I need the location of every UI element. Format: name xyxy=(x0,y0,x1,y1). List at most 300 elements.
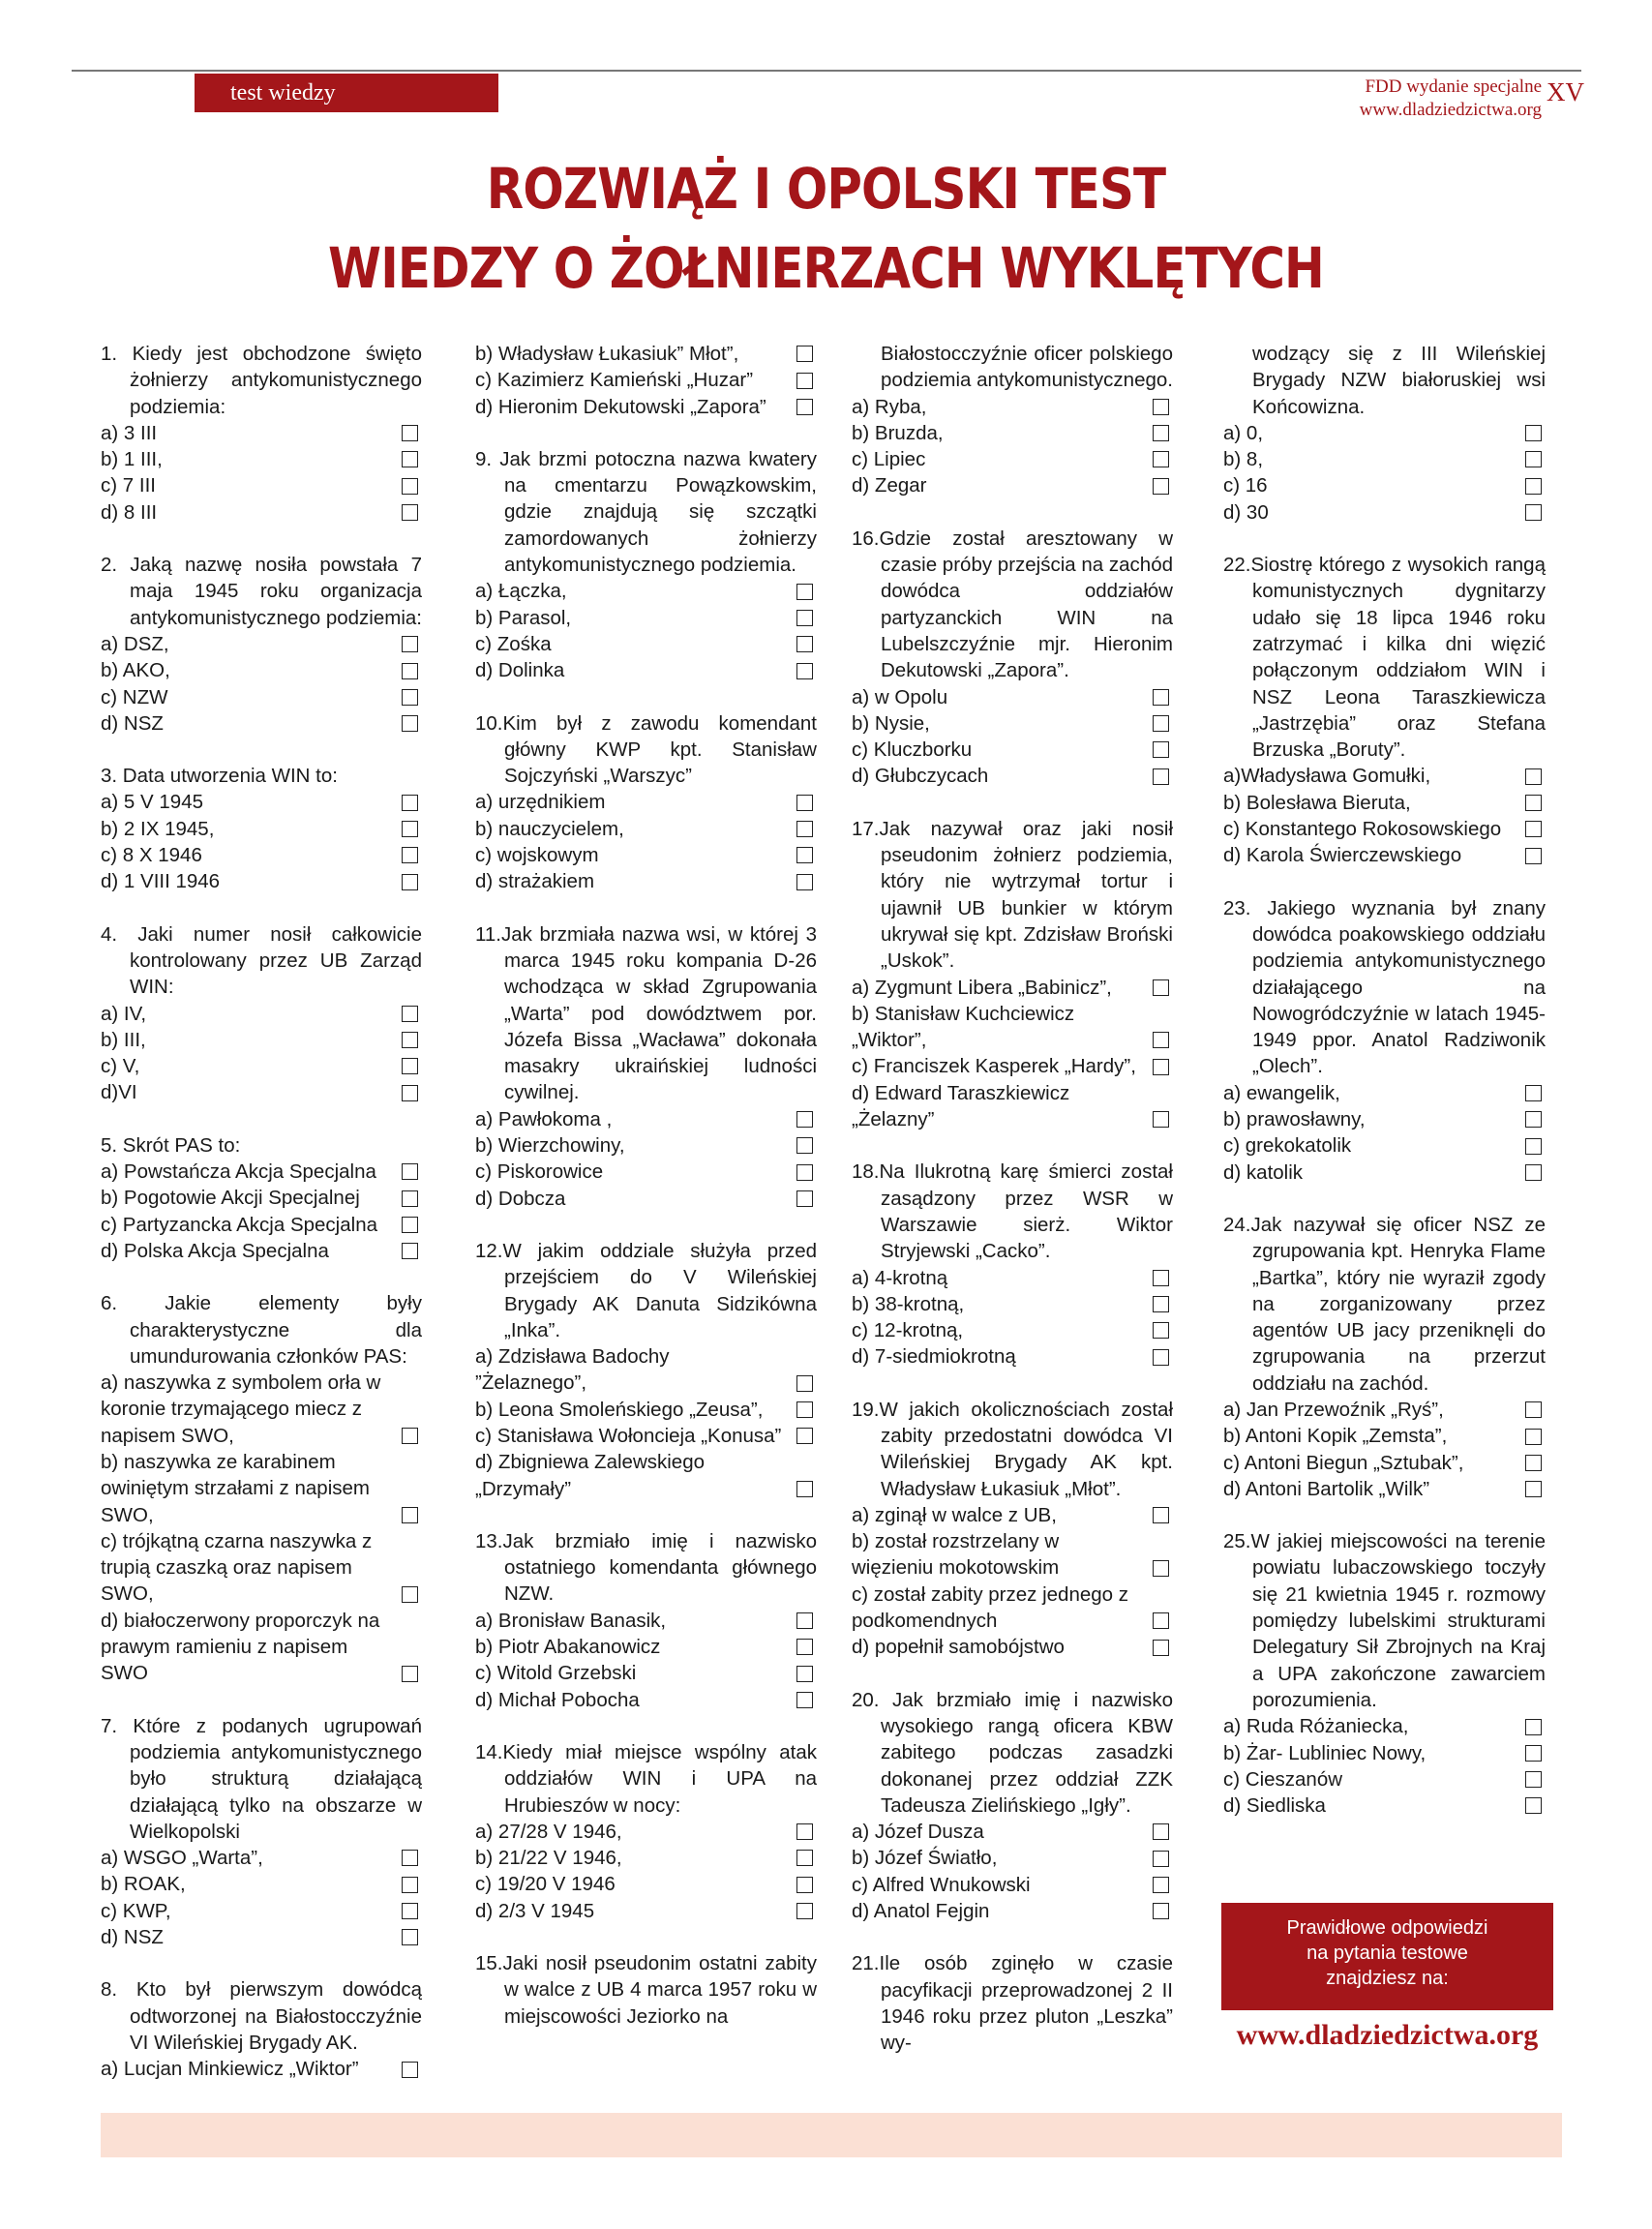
question-text: 14.Kiedy miał miejsce wspólny atak oddziałów WIN i UPA na Hrubieszów w nocy: xyxy=(475,1740,817,1817)
answer-option-label: b) został rozstrzelany w więzieniu mokotowskim xyxy=(852,1530,1060,1580)
answer-option xyxy=(475,1871,817,1897)
question-text: 20. Jak brzmiało imię i nazwisko wysokiego rangą oficera KBW zabitego podczas zasadzki dokonanej przez oddział ZZK Tadeusza Zielińskiego „Igły”. xyxy=(852,1688,1173,1817)
answer-option-label: c) NZW xyxy=(101,685,168,708)
answer-option xyxy=(1223,420,1546,446)
answer-checkbox[interactable] xyxy=(1153,478,1169,495)
answer-checkbox[interactable] xyxy=(1153,689,1169,706)
answer-option xyxy=(101,710,422,737)
answer-checkbox[interactable] xyxy=(1153,1296,1169,1312)
answer-checkbox[interactable] xyxy=(796,1111,813,1128)
question-block xyxy=(852,1687,1173,1925)
answer-option-label: a) IV, xyxy=(101,1002,147,1025)
answer-checkbox[interactable] xyxy=(796,821,813,837)
answer-option-label: b) Antoni Kopik „Zemsta”, xyxy=(1223,1425,1448,1448)
answer-checkbox[interactable] xyxy=(402,451,418,467)
answer-option-label: b) III, xyxy=(101,1028,146,1051)
answer-option xyxy=(101,1924,422,1950)
answer-checkbox[interactable] xyxy=(796,1375,813,1392)
question-block xyxy=(1223,1212,1546,1502)
answer-checkbox[interactable] xyxy=(402,1850,418,1866)
answer-option xyxy=(1223,1792,1546,1819)
answer-option-label: b) Nysie, xyxy=(852,711,930,735)
answer-option xyxy=(852,737,1173,763)
answer-checkbox[interactable] xyxy=(402,504,418,521)
answer-checkbox[interactable] xyxy=(796,1190,813,1207)
answer-option-label: c) Cieszanów xyxy=(1223,1767,1343,1791)
answer-option xyxy=(101,816,422,842)
answer-checkbox[interactable] xyxy=(1525,1481,1542,1497)
answer-checkbox[interactable] xyxy=(1153,451,1169,467)
answer-option-label: a) w Opolu xyxy=(852,685,948,708)
answer-checkbox[interactable] xyxy=(796,1823,813,1840)
answer-option xyxy=(475,1106,817,1132)
answer-option-label: b) naszywka ze karabinem owiniętym strzałami z napisem SWO, xyxy=(101,1450,370,1526)
publication-website[interactable]: www.dladziedzictwa.org xyxy=(1359,100,1542,120)
answer-option-label: d) strażakiem xyxy=(475,870,595,893)
answer-option xyxy=(475,341,817,367)
answer-option-label: c) grekokatolik xyxy=(1223,1134,1352,1158)
answer-option-label: a) 4-krotną xyxy=(852,1266,948,1289)
answer-checkbox[interactable] xyxy=(1525,451,1542,467)
answer-checkbox[interactable] xyxy=(402,795,418,811)
question-text: 10.Kim był z zawodu komendant główny KWP kpt. Stanisław Sojczyński „Warszyc” xyxy=(475,711,817,788)
question-text: 23. Jakiego wyznania był znany dowódca poakowskiego oddziału podziemia antykomunistycznego działającego na Nowogródczyźnie w latach 1945-1949 ppor. Anatol Radziwonik „Olech”. xyxy=(1223,896,1546,1078)
answer-checkbox[interactable] xyxy=(1525,478,1542,495)
answer-option xyxy=(101,1449,422,1528)
publication-info xyxy=(1360,75,1542,122)
answer-option-label: c) Zośka xyxy=(475,632,552,655)
answer-option-label: b) ROAK, xyxy=(101,1873,186,1896)
question-text: 16.Gdzie został aresztowany w czasie próby przejścia na zachód dowódca oddziałów partyzanckich WIN na Lubelszczyźnie mjr. Hieronim Dekutowski „Zapora”. xyxy=(852,527,1173,682)
answer-option-label: b) 21/22 V 1946, xyxy=(475,1847,622,1870)
answer-checkbox[interactable] xyxy=(402,1006,418,1022)
answer-checkbox[interactable] xyxy=(796,636,813,652)
answer-checkbox[interactable] xyxy=(402,847,418,863)
answer-checkbox[interactable] xyxy=(1153,715,1169,732)
answer-checkbox[interactable] xyxy=(402,1058,418,1074)
answer-option xyxy=(852,1001,1173,1054)
answer-checkbox[interactable] xyxy=(1153,1640,1169,1656)
answer-checkbox[interactable] xyxy=(796,847,813,863)
answer-option xyxy=(1223,499,1546,526)
question-block xyxy=(852,1950,1173,2056)
answer-checkbox[interactable] xyxy=(796,1692,813,1708)
answer-option-label: c) Antoni Biegun „Sztubak”, xyxy=(1223,1451,1464,1474)
answer-option-label: c) Stanisława Wołoncieja „Konusa” xyxy=(475,1424,782,1447)
answer-checkbox[interactable] xyxy=(1153,1111,1169,1128)
answer-option-label: a) ewangelik, xyxy=(1223,1081,1340,1104)
question-text: 11.Jak brzmiała nazwa wsi, w której 3 marca 1945 roku kompania D-26 wchodząca w skład Zgrupowania „Warta” pod dowództwem por. Józefa Bissa „Wacława” dokonała masakry ukraińskiej ludności cywilnej. xyxy=(475,922,817,1104)
answer-checkbox[interactable] xyxy=(1525,768,1542,785)
answer-option xyxy=(101,1528,422,1608)
answer-checkbox[interactable] xyxy=(1153,1270,1169,1286)
answer-option xyxy=(475,657,817,683)
answer-checkbox[interactable] xyxy=(796,373,813,389)
question-block xyxy=(1223,552,1546,869)
answer-option-label: d) Anatol Fejgin xyxy=(852,1900,990,1923)
answer-option xyxy=(1223,1713,1546,1739)
question-text: 13.Jak brzmiało imię i nazwisko ostatniego komendanta głównego NZW. xyxy=(475,1529,817,1606)
answer-option-label: d) Polska Akcja Specjalna xyxy=(101,1239,329,1262)
answer-option-label: b) Józef Światło, xyxy=(852,1847,998,1870)
question-text: 19.W jakich okolicznościach został zabity przedostatni dowódca VI Wileńskiej Brygady AK kpt. Władysław Łukasiuk „Młot”. xyxy=(852,1398,1173,1500)
answer-option-label: b) prawosławny, xyxy=(1223,1108,1366,1131)
answer-checkbox[interactable] xyxy=(402,1903,418,1919)
answer-checkbox[interactable] xyxy=(1153,1823,1169,1840)
answer-option xyxy=(101,842,422,868)
answer-checkbox[interactable] xyxy=(796,1137,813,1154)
answer-checkbox[interactable] xyxy=(402,874,418,890)
question-block xyxy=(475,710,817,895)
answers-url[interactable]: www.dladziedzictwa.org xyxy=(1236,2019,1539,2051)
question-text: wodzący się z III Wileńskiej Brygady NZW białoruskiej wsi Końcowizna. xyxy=(1252,343,1546,418)
answer-option xyxy=(475,631,817,657)
question-block xyxy=(852,1397,1173,1661)
answer-option-label: b) Władysław Łukasiuk” Młot”, xyxy=(475,343,739,365)
answer-option-label: b) 8, xyxy=(1223,448,1264,471)
question-text: 22.Siostrę którego z wysokich rangą komunistycznych dygnitarzy udało się 18 lipca 1946 roku zatrzymać i kilka dni więzić połączonym oddziałom WIN i NSZ Leona Taraszkiewicza „Jastrzębia” oraz Stefana Brzuska „Boruty”. xyxy=(1223,554,1546,762)
answer-option xyxy=(475,1819,817,1845)
answer-option-label: d) Dolinka xyxy=(475,659,565,682)
answer-checkbox[interactable] xyxy=(1153,1612,1169,1629)
question-block xyxy=(475,341,817,420)
question-text: 4. Jaki numer nosił całkowicie kontrolowany przez UB Zarząd WIN: xyxy=(101,922,422,999)
answer-option xyxy=(475,1159,817,1185)
answer-checkbox[interactable] xyxy=(796,610,813,626)
answer-option-label: a) Pawłokoma , xyxy=(475,1107,613,1130)
answer-checkbox[interactable] xyxy=(796,1639,813,1655)
answer-checkbox[interactable] xyxy=(1525,1401,1542,1418)
answer-checkbox[interactable] xyxy=(1525,1085,1542,1101)
answer-option-label: c) Kazimierz Kamieński „Huzar” xyxy=(475,369,754,392)
answer-checkbox[interactable] xyxy=(1525,504,1542,521)
answer-option xyxy=(852,1291,1173,1317)
question-text: 9. Jak brzmi potoczna nazwa kwatery na cmentarzu Powązkowskim, gdzie znajdują się szczątki zamordowanych żołnierzy antykomunistycznego podziemia. xyxy=(475,447,817,577)
answer-option-label: a) Zygmunt Libera „Babinicz”, xyxy=(852,976,1112,999)
publication-name: FDD wydanie specjalne xyxy=(1365,76,1542,97)
answer-checkbox[interactable] xyxy=(796,1481,813,1497)
answer-option xyxy=(852,1265,1173,1291)
answer-option-label: c) został zabity przez jednego z podkomendnych xyxy=(852,1582,1128,1633)
answer-option xyxy=(101,1027,422,1053)
quiz-column-3 xyxy=(852,341,1173,2083)
answer-option-label: a) 0, xyxy=(1223,421,1264,444)
answer-checkbox[interactable] xyxy=(1153,1032,1169,1048)
answer-checkbox[interactable] xyxy=(1525,1111,1542,1128)
answer-checkbox[interactable] xyxy=(796,1850,813,1866)
answers-line-2: na pytania testowe xyxy=(1307,1943,1468,1964)
answer-checkbox[interactable] xyxy=(1525,848,1542,864)
answer-option-label: c) Kluczborku xyxy=(852,738,973,762)
answer-checkbox[interactable] xyxy=(402,1190,418,1207)
answer-option-label: c) Piskorowice xyxy=(475,1160,604,1184)
answer-option-label: a) Bronisław Banasik, xyxy=(475,1609,667,1632)
answer-checkbox[interactable] xyxy=(402,1929,418,1945)
question-block xyxy=(852,341,1173,499)
answer-checkbox[interactable] xyxy=(796,1612,813,1629)
answer-option-label: d) Michał Pobocha xyxy=(475,1688,640,1711)
answer-option-label: d) Zegar xyxy=(852,474,927,497)
answer-option xyxy=(475,394,817,420)
answer-option xyxy=(1223,1397,1546,1423)
header-rule xyxy=(72,70,1581,72)
answer-checkbox[interactable] xyxy=(402,1507,418,1523)
question-text: 21.Ile osób zginęło w czasie pacyfikacji przeprowadzonej 2 II 1946 roku przez pluton „Leszka” wy- xyxy=(852,1952,1173,2055)
answer-option-label: d) Karola Świerczewskiego xyxy=(1223,844,1462,867)
answer-option xyxy=(101,472,422,498)
answer-option xyxy=(101,2056,422,2082)
answer-option xyxy=(1223,1450,1546,1476)
answer-option-label: d) 8 III xyxy=(101,500,158,524)
answer-option xyxy=(1223,446,1546,472)
answer-checkbox[interactable] xyxy=(402,1428,418,1444)
answer-option xyxy=(852,684,1173,710)
answer-option-label: d) białoczerwony proporczyk na prawym ramieniu z napisem SWO xyxy=(101,1609,380,1685)
answer-option-label: c) Konstantego Rokosowskiego xyxy=(1223,818,1502,841)
answer-checkbox[interactable] xyxy=(402,1032,418,1048)
answer-option xyxy=(475,605,817,631)
answer-option xyxy=(1223,1132,1546,1159)
question-block xyxy=(101,1976,422,2082)
answer-option-label: b) nauczycielem, xyxy=(475,817,624,840)
answer-option xyxy=(852,1080,1173,1133)
answer-checkbox[interactable] xyxy=(796,1401,813,1418)
answer-option xyxy=(475,816,817,842)
answer-option xyxy=(852,1502,1173,1528)
question-text: 12.W jakim oddziale służyła przed przejściem do V Wileńskiej Brygady AK Danuta Sidzikówna „Inka”. xyxy=(475,1239,817,1341)
answer-option-label: d) Dobcza xyxy=(475,1187,566,1210)
answer-option xyxy=(1223,1766,1546,1792)
answer-option xyxy=(475,1898,817,1924)
answer-checkbox[interactable] xyxy=(796,584,813,600)
answer-option xyxy=(852,446,1173,472)
question-block xyxy=(101,1290,422,1686)
answer-checkbox[interactable] xyxy=(1525,1771,1542,1788)
footer-bar xyxy=(101,2113,1562,2157)
answer-option-label: b) AKO, xyxy=(101,659,170,682)
answer-checkbox[interactable] xyxy=(1525,1164,1542,1181)
answer-option-label: b) Wierzchowiny, xyxy=(475,1134,625,1158)
answer-checkbox[interactable] xyxy=(402,2062,418,2078)
answer-option xyxy=(1223,1423,1546,1449)
answer-checkbox[interactable] xyxy=(1525,1719,1542,1735)
question-block xyxy=(1223,1528,1546,1819)
answer-checkbox[interactable] xyxy=(402,1243,418,1259)
answer-option xyxy=(101,1370,422,1449)
answer-option-label: a) naszywka z symbolem orła w koronie trzymającego miecz z napisem SWO, xyxy=(101,1371,381,1447)
answer-option-label: b) Leona Smoleńskiego „Zeusa”, xyxy=(475,1398,764,1421)
answer-checkbox[interactable] xyxy=(1525,821,1542,837)
question-block xyxy=(1223,341,1546,526)
question-block xyxy=(101,341,422,526)
answer-checkbox[interactable] xyxy=(402,1666,418,1682)
answer-option-label: a) DSZ, xyxy=(101,632,169,655)
answer-option xyxy=(101,868,422,894)
answer-checkbox[interactable] xyxy=(402,1586,418,1603)
answer-option xyxy=(101,1079,422,1105)
answer-checkbox[interactable] xyxy=(1525,1455,1542,1471)
answer-checkbox[interactable] xyxy=(1153,1059,1169,1075)
answer-checkbox[interactable] xyxy=(402,1163,418,1180)
answer-checkbox[interactable] xyxy=(1153,425,1169,441)
answer-option xyxy=(852,1634,1173,1660)
answer-option-label: c) Franciszek Kasperek „Hardy”, xyxy=(852,1055,1136,1078)
question-text: 7. Które z podanych ugrupowań podziemia antykomunistycznego było strukturą działającą działającą tylko na obszarze w Wielkopolski xyxy=(101,1714,422,1843)
answer-option-label: b) Bruzda, xyxy=(852,421,944,444)
answer-option-label: d) NSZ xyxy=(101,711,164,735)
question-text: 17.Jak nazywał oraz jaki nosił pseudonim żołnierz podziemia, który nie wytrzymał tortur i ujawnił UB bunkier w którym ukrywał się kpt. Zdzisław Broński „Uskok”. xyxy=(852,817,1173,973)
answer-option xyxy=(852,763,1173,789)
answer-option-label: d) katolik xyxy=(1223,1160,1304,1184)
section-tag: test wiedzy xyxy=(195,74,498,112)
title-line-1: ROZWIĄŻ I OPOLSKI TEST xyxy=(486,156,1166,222)
answer-checkbox[interactable] xyxy=(402,478,418,495)
answer-checkbox[interactable] xyxy=(796,663,813,679)
answer-option-label: a) 5 V 1945 xyxy=(101,791,203,814)
answer-option-label: d) Zbigniewa Zalewskiego „Drzymały” xyxy=(475,1451,706,1500)
answer-checkbox[interactable] xyxy=(1153,1322,1169,1339)
answer-option xyxy=(101,684,422,710)
answer-option-label: d) 7-siedmiokrotną xyxy=(852,1345,1016,1369)
answer-option-label: a) WSGO „Warta”, xyxy=(101,1847,263,1870)
answer-checkbox[interactable] xyxy=(1153,399,1169,415)
answer-option-label: d) Antoni Bartolik „Wilk” xyxy=(1223,1477,1430,1500)
answer-option xyxy=(852,1528,1173,1581)
answer-option-label: c) 16 xyxy=(1223,474,1268,497)
question-block xyxy=(475,1739,817,1924)
question-block xyxy=(852,526,1173,790)
question-text: 5. Skrót PAS to: xyxy=(101,1133,241,1157)
answer-checkbox[interactable] xyxy=(402,1877,418,1893)
question-text: 8. Kto był pierwszym dowódcą odtworzonej na Białostocczyźnie VI Wileńskiej Brygady AK. xyxy=(101,1978,422,2054)
answer-option xyxy=(101,1001,422,1027)
answer-checkbox[interactable] xyxy=(796,795,813,811)
question-text: 15.Jaki nosił pseudonim ostatni zabity w walce z UB 4 marca 1957 roku w miejscowości Jeziorko na xyxy=(475,1952,817,2028)
answer-option-label: d) Siedliska xyxy=(1223,1794,1326,1818)
question-block xyxy=(101,552,422,737)
answer-checkbox[interactable] xyxy=(1153,768,1169,785)
answer-checkbox[interactable] xyxy=(796,1903,813,1919)
answer-checkbox[interactable] xyxy=(1153,741,1169,758)
answer-checkbox[interactable] xyxy=(1153,1349,1169,1366)
answer-option xyxy=(475,1449,817,1502)
answer-option xyxy=(475,1397,817,1423)
answer-checkbox[interactable] xyxy=(1153,1903,1169,1919)
answer-option xyxy=(852,394,1173,420)
answer-option xyxy=(101,1053,422,1079)
answer-option xyxy=(852,1317,1173,1343)
answers-line-3: znajdziesz na: xyxy=(1326,1968,1449,1989)
answer-option xyxy=(101,1238,422,1264)
answer-option-label: b) Pogotowie Akcji Specjalnej xyxy=(101,1187,360,1210)
answer-checkbox[interactable] xyxy=(1153,1877,1169,1893)
answer-checkbox[interactable] xyxy=(796,1666,813,1682)
answer-option-label: c) Lipiec xyxy=(852,448,926,471)
answer-checkbox[interactable] xyxy=(1525,795,1542,811)
answer-checkbox[interactable] xyxy=(1525,1745,1542,1762)
answer-option-label: b) Żar- Lubliniec Nowy, xyxy=(1223,1741,1427,1764)
answer-checkbox[interactable] xyxy=(402,715,418,732)
answer-option xyxy=(1223,1740,1546,1766)
answer-checkbox[interactable] xyxy=(796,399,813,415)
question-block xyxy=(101,921,422,1106)
question-text: 1. Kiedy jest obchodzone święto żołnierzy antykomunistycznego podziemia: xyxy=(101,343,422,418)
answer-checkbox[interactable] xyxy=(402,689,418,706)
answer-checkbox[interactable] xyxy=(402,821,418,837)
answer-checkbox[interactable] xyxy=(402,663,418,679)
answer-checkbox[interactable] xyxy=(796,1428,813,1444)
answer-option xyxy=(101,1608,422,1687)
answer-checkbox[interactable] xyxy=(796,1164,813,1181)
question-block xyxy=(101,763,422,894)
answer-option xyxy=(475,1687,817,1713)
answer-checkbox[interactable] xyxy=(402,1217,418,1233)
question-text: 6. Jakie elementy były charakterystyczne dla umundurowania członków PAS: xyxy=(101,1292,422,1368)
question-block xyxy=(475,1950,817,2030)
answer-checkbox[interactable] xyxy=(796,1877,813,1893)
answer-checkbox[interactable] xyxy=(796,874,813,890)
answer-option-label: b) 1 III, xyxy=(101,448,163,471)
answer-option-label: d) Edward Taraszkiewicz „Żelazny” xyxy=(852,1081,1070,1131)
answer-option-label: c) trójkątną czarna naszywka z trupią czaszką oraz napisem SWO, xyxy=(101,1529,373,1606)
answer-option xyxy=(475,367,817,393)
answer-checkbox[interactable] xyxy=(1153,1507,1169,1523)
title-line-2: WIEDZY O ŻOŁNIERZACH WYKLĘTYCH xyxy=(328,235,1324,301)
answer-option xyxy=(1223,1106,1546,1132)
answer-option xyxy=(475,1845,817,1871)
answer-checkbox[interactable] xyxy=(1153,979,1169,996)
question-text: 2. Jaką nazwę nosiła powstała 7 maja 1945 roku organizacja antykomunistycznego podziemia: xyxy=(101,554,422,629)
answer-checkbox[interactable] xyxy=(1525,1797,1542,1814)
page-title xyxy=(115,149,1536,308)
answer-option-label: c) V, xyxy=(101,1055,140,1078)
answer-checkbox[interactable] xyxy=(1525,1138,1542,1155)
question-block xyxy=(475,446,817,684)
answer-option xyxy=(852,472,1173,498)
answer-option xyxy=(1223,472,1546,498)
answer-option xyxy=(101,1159,422,1185)
quiz-column-1 xyxy=(101,341,422,2109)
question-block xyxy=(1223,895,1546,1186)
answer-option-label: d)VI xyxy=(101,1081,137,1104)
answer-checkbox[interactable] xyxy=(402,1085,418,1101)
answer-option xyxy=(852,710,1173,737)
answer-option-label: c) wojskowym xyxy=(475,844,599,867)
answer-checkbox[interactable] xyxy=(796,346,813,362)
answer-checkbox[interactable] xyxy=(402,636,418,652)
answer-option-label: a) zginął w walce z UB, xyxy=(852,1503,1057,1526)
answer-option-label: a) Powstańcza Akcja Specjalna xyxy=(101,1160,376,1184)
answer-option-label: a) Józef Dusza xyxy=(852,1821,984,1844)
answer-option-label: d) Głubczycach xyxy=(852,765,989,788)
question-block xyxy=(852,816,1173,1133)
answer-option xyxy=(1223,790,1546,816)
answer-option xyxy=(101,1898,422,1924)
answer-option xyxy=(475,868,817,894)
answer-option-label: a) Lucjan Minkiewicz „Wiktor” xyxy=(101,2058,359,2081)
answer-checkbox[interactable] xyxy=(1153,1560,1169,1577)
page-number: XV xyxy=(1547,77,1584,106)
answer-option xyxy=(101,446,422,472)
answer-checkbox[interactable] xyxy=(402,425,418,441)
answer-option-label: d) 2/3 V 1945 xyxy=(475,1899,595,1922)
answer-option-label: d) 1 VIII 1946 xyxy=(101,870,221,893)
answer-option-label: b) Bolesława Bieruta, xyxy=(1223,791,1411,814)
answer-checkbox[interactable] xyxy=(1525,425,1542,441)
answer-checkbox[interactable] xyxy=(1153,1851,1169,1867)
answer-checkbox[interactable] xyxy=(1525,1429,1542,1445)
answer-option-label: c) Alfred Wnukowski xyxy=(852,1873,1031,1896)
